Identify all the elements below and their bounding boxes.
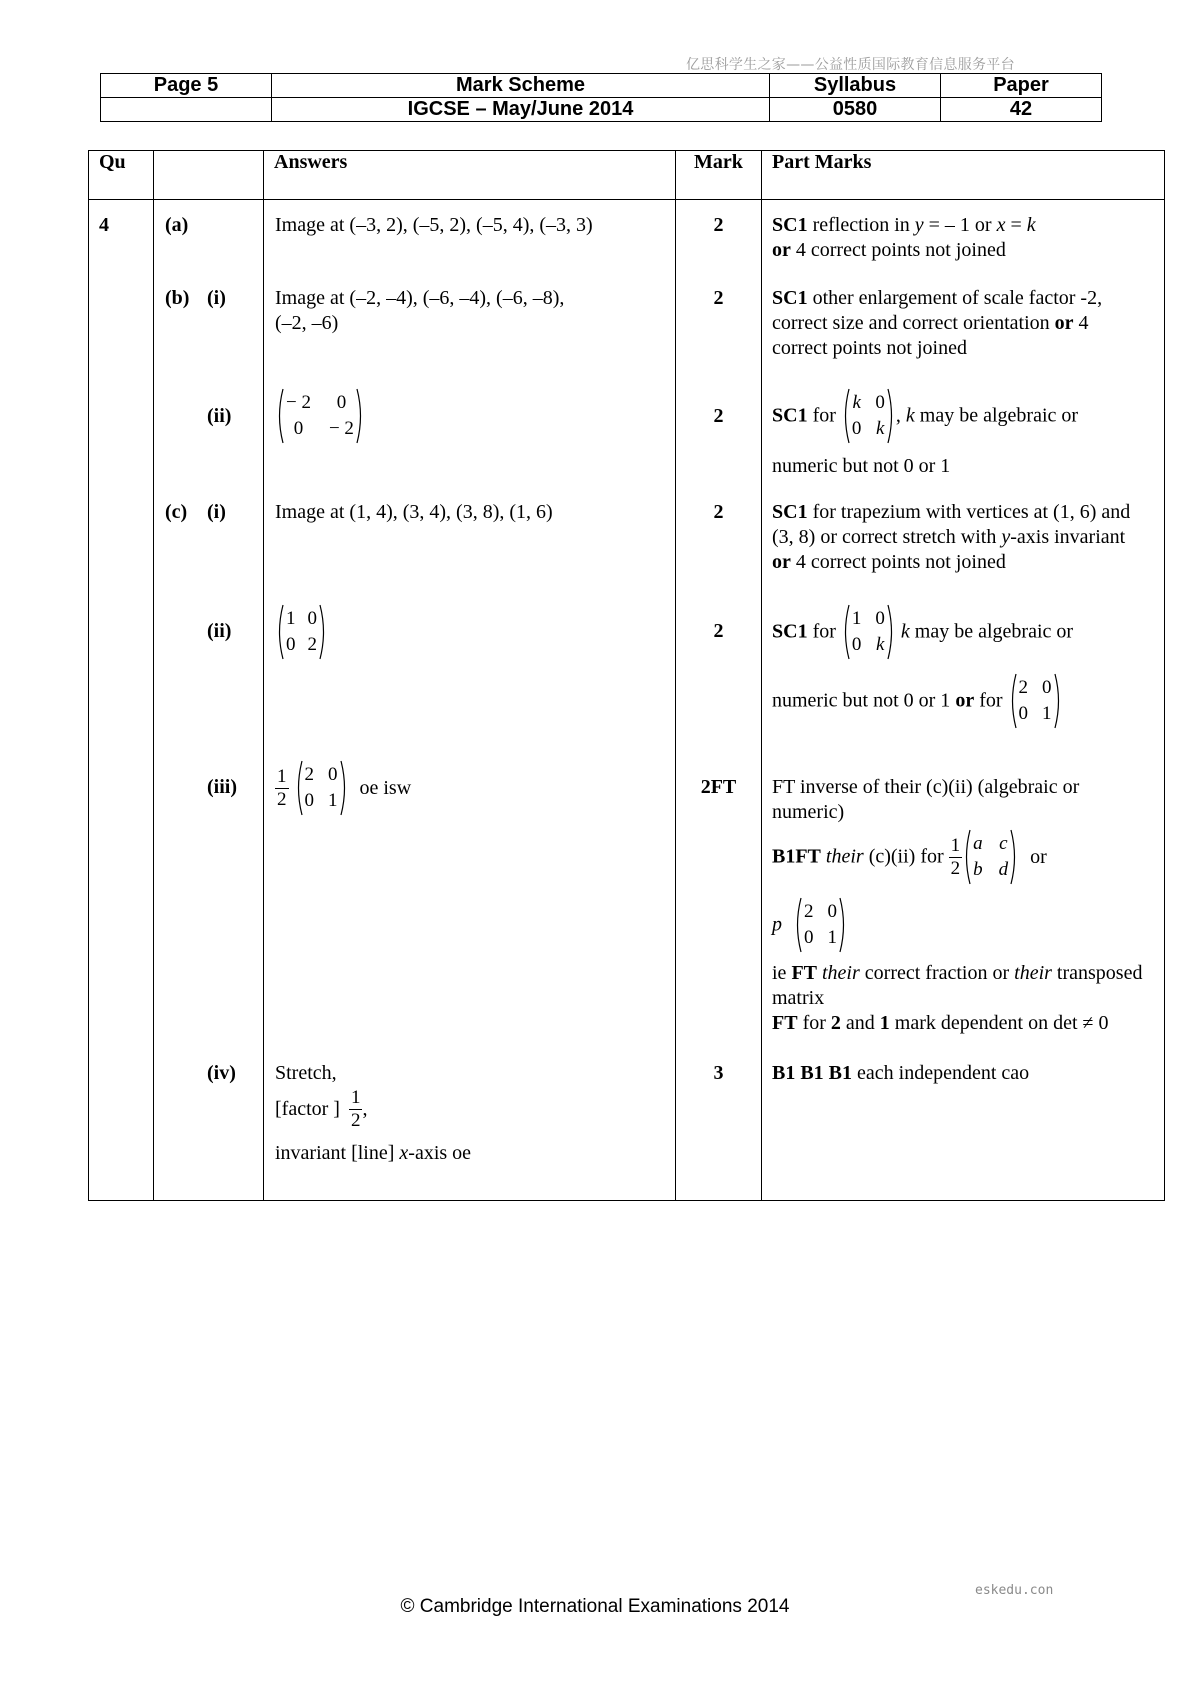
text: k: [1026, 214, 1036, 236]
text: k: [905, 404, 915, 427]
text: (c)(ii) for: [868, 845, 944, 868]
pm-b-i-line3: correct points not joined: [772, 337, 967, 359]
sub-c-iv: (iv): [207, 1062, 236, 1084]
text: their: [825, 845, 864, 868]
text: or: [1054, 312, 1074, 334]
pm-c-i-line1: [772, 501, 1130, 524]
matrix-cell: 2: [307, 634, 317, 655]
pm-c-i-line3: [772, 551, 1006, 574]
question-number: 4: [99, 214, 109, 236]
pm-c-iii-line5: [772, 962, 1142, 985]
matrix-cell: 0: [304, 790, 314, 811]
text-x: x: [399, 1142, 409, 1164]
fraction-numerator: 1: [350, 1087, 361, 1108]
header-paper: Paper: [941, 74, 1102, 98]
header-blank: [101, 98, 272, 122]
pm-b-i-line2: [772, 312, 1089, 335]
matrix-cell: k: [852, 392, 861, 413]
qu-cell: [89, 200, 154, 1201]
mark-b-i: 2: [713, 287, 724, 309]
mark-c-i: 2: [713, 501, 724, 523]
text: x: [996, 214, 1006, 236]
answer-c-iii: [275, 760, 411, 816]
text: correct size and correct orientation: [772, 312, 1050, 334]
text: for: [812, 620, 836, 643]
answers-cell: [264, 200, 676, 1201]
text: numeric but not 0 or 1: [772, 689, 951, 712]
mark-a: 2: [713, 214, 724, 236]
text: FT: [791, 962, 817, 984]
matrix-cell: 0: [307, 608, 317, 629]
text: k: [900, 620, 910, 643]
pm-c-ii-line2: [772, 673, 1063, 729]
matrix-cell: 1: [827, 927, 837, 948]
matrix-cell: 0: [851, 418, 862, 439]
matrix-cell: 0: [875, 392, 885, 413]
code: B1 B1 B1: [772, 1062, 853, 1084]
matrix-cell: 0: [804, 927, 814, 948]
matrix-cell: k: [875, 418, 885, 439]
watermark-bottom: eskedu.con: [975, 1583, 1054, 1598]
header-page: Page 5: [101, 74, 272, 98]
text: =: [1005, 214, 1027, 236]
code: SC1: [772, 620, 808, 643]
mark-scheme-table: [88, 150, 1165, 1201]
sub-c-ii: (ii): [207, 620, 232, 642]
pm-c-iii-line4: [772, 897, 848, 953]
text: or: [955, 689, 975, 712]
text: = – 1 or: [923, 214, 997, 236]
pm-c-iii-line7: [772, 1012, 1108, 1035]
answer-a: Image at (–3, 2), (–5, 2), (–5, 4), (–3, 3): [275, 214, 593, 236]
answer-c-i: Image at (1, 4), (3, 4), (3, 8), (1, 6): [275, 501, 553, 523]
matrix-cell: 0: [328, 764, 338, 785]
matrix-cell: 0: [875, 608, 885, 629]
text: y: [914, 214, 924, 236]
text: FT: [772, 1012, 798, 1034]
text: may be algebraic or: [914, 620, 1074, 643]
header-syllabus: Syllabus: [770, 74, 941, 98]
answer-c-iv-line3: [275, 1142, 471, 1165]
col-mark: Mark: [676, 151, 762, 200]
text: or: [1030, 845, 1047, 868]
matrix-cell: 0: [336, 392, 347, 413]
code: SC1: [772, 501, 808, 523]
mark-c-iii: 2FT: [700, 776, 737, 798]
mark-c-iv: 3: [713, 1062, 724, 1084]
pm-b-ii-line1: SC1 for k 0 0 k , k may be algebraic or: [772, 388, 1078, 444]
text: invariant [line]: [275, 1142, 395, 1164]
fraction-numerator: 1: [950, 834, 961, 856]
header-mark-scheme: Mark Scheme: [272, 74, 770, 98]
pm-c-iv-line1: [772, 1062, 1029, 1085]
text: or: [772, 239, 791, 261]
text: may be algebraic or: [919, 404, 1079, 427]
code: SC1: [772, 214, 808, 236]
text: p: [772, 913, 782, 936]
sub-c-i: (i): [207, 501, 226, 523]
footer-copyright: © Cambridge International Examinations 2014: [400, 1596, 790, 1617]
part-marks-cell: [762, 200, 1165, 1201]
text: 2: [830, 1012, 841, 1034]
answer-comma: ,: [362, 1098, 368, 1120]
fraction-denominator: 2: [350, 1110, 361, 1131]
code: B1FT: [772, 845, 821, 868]
answer-factor-label: [factor ]: [275, 1098, 340, 1120]
text: -axis oe: [408, 1142, 472, 1164]
pm-c-iii-line2: numeric): [772, 801, 845, 823]
matrix-cell: 0: [293, 418, 304, 439]
matrix-cell: 0: [827, 901, 837, 922]
code: SC1: [772, 404, 808, 427]
matrix-cell: 1: [1042, 703, 1052, 724]
header-syllabus-code: 0580: [770, 98, 941, 122]
answer-b-i-line2: (–2, –6): [275, 312, 339, 334]
answer-c-ii-matrix: [275, 604, 328, 660]
sub-b-i: (i): [207, 287, 226, 309]
matrix-cell: c: [999, 833, 1008, 854]
watermark-top: 亿思科学生之家——公益性质国际教育信息服务平台: [686, 57, 1015, 73]
text: and: [845, 1012, 875, 1034]
table-header-row: [89, 151, 1165, 200]
part-c: (c): [165, 501, 188, 523]
pm-a-line1: [772, 214, 1036, 237]
col-part-marks: Part Marks: [762, 151, 1165, 200]
answer-c-iv-line1: Stretch,: [275, 1062, 337, 1084]
matrix-cell: b: [973, 859, 983, 880]
text: correct fraction or: [864, 962, 1010, 984]
matrix-cell: − 2: [328, 418, 354, 439]
col-answers: Answers: [264, 151, 676, 200]
text: transposed: [1056, 962, 1143, 984]
fraction-denominator: 2: [950, 857, 961, 879]
text: 4: [1078, 312, 1089, 334]
col-part: [154, 151, 264, 200]
text: their: [1014, 962, 1052, 984]
fraction-denominator: 2: [277, 788, 287, 810]
matrix-cell: 2: [804, 901, 814, 922]
sub-b-ii: (ii): [207, 405, 232, 427]
text: 4 correct points not joined: [795, 239, 1006, 261]
text: their: [822, 962, 860, 984]
text: -axis invariant: [1010, 526, 1126, 548]
matrix-cell: 2: [304, 764, 314, 785]
matrix-cell: 0: [286, 634, 296, 655]
text: or: [772, 551, 791, 573]
mark-cell: [676, 200, 762, 1201]
text: for: [802, 1012, 826, 1034]
pm-a-line2: [772, 239, 1006, 262]
matrix-cell: 1: [851, 608, 862, 629]
part-a: (a): [165, 214, 189, 236]
pm-c-iii-line6: matrix: [772, 987, 825, 1009]
fraction-numerator: 1: [277, 765, 287, 787]
pm-b-i-line1: [772, 287, 1102, 310]
sub-c-iii: (iii): [207, 776, 237, 798]
header-exam: IGCSE – May/June 2014: [272, 98, 770, 122]
text: 1: [879, 1012, 890, 1034]
matrix-cell: − 2: [286, 392, 311, 413]
matrix-cell: d: [998, 859, 1009, 880]
part-cell: [154, 200, 264, 1201]
text: each independent cao: [857, 1062, 1030, 1084]
answer-c-iii-suffix: oe isw: [359, 776, 412, 799]
text: reflection in: [812, 214, 910, 236]
matrix-cell: 1: [286, 608, 296, 629]
text: for trapezium with vertices at (1, 6) and: [812, 501, 1131, 523]
answer-b-i-line1: Image at (–2, –4), (–6, –4), (–6, –8),: [275, 287, 565, 309]
text: y: [1001, 526, 1011, 548]
text: for: [812, 404, 836, 427]
matrix-cell: 2: [1018, 677, 1029, 698]
answer-c-iv-line2: [275, 1087, 367, 1132]
code: SC1: [772, 287, 808, 309]
pm-c-ii-line1: [772, 604, 1073, 660]
matrix-cell: 0: [851, 634, 862, 655]
text: for: [979, 689, 1003, 712]
matrix-cell: 0: [1018, 703, 1029, 724]
part-b: (b): [165, 287, 190, 309]
question-row: [89, 200, 1165, 1201]
pm-b-ii-line2: numeric but not 0 or 1: [772, 455, 951, 477]
text: ≠ 0: [1082, 1012, 1109, 1034]
text: mark dependent on det: [894, 1012, 1078, 1034]
mark-c-ii: 2: [713, 620, 724, 642]
matrix-cell: k: [875, 634, 885, 655]
pm-c-i-line2: [772, 526, 1125, 549]
matrix-cell: 1: [328, 790, 338, 811]
text: other enlargement of scale factor -2,: [812, 287, 1103, 309]
answer-b-ii-matrix: [275, 388, 365, 444]
text: ie: [772, 962, 787, 984]
matrix-cell: 0: [1042, 677, 1052, 698]
pm-c-iii-line1: FT inverse of their (c)(ii) (algebraic or: [772, 776, 1080, 798]
col-qu: Qu: [89, 151, 154, 200]
pm-c-iii-line3: [772, 829, 1047, 885]
header-paper-no: 42: [941, 98, 1102, 122]
matrix-cell: a: [973, 833, 983, 854]
text: (3, 8) or correct stretch with: [772, 526, 997, 548]
mark-b-ii: 2: [713, 405, 724, 427]
header-table: [100, 73, 1102, 122]
text: 4 correct points not joined: [795, 551, 1006, 573]
